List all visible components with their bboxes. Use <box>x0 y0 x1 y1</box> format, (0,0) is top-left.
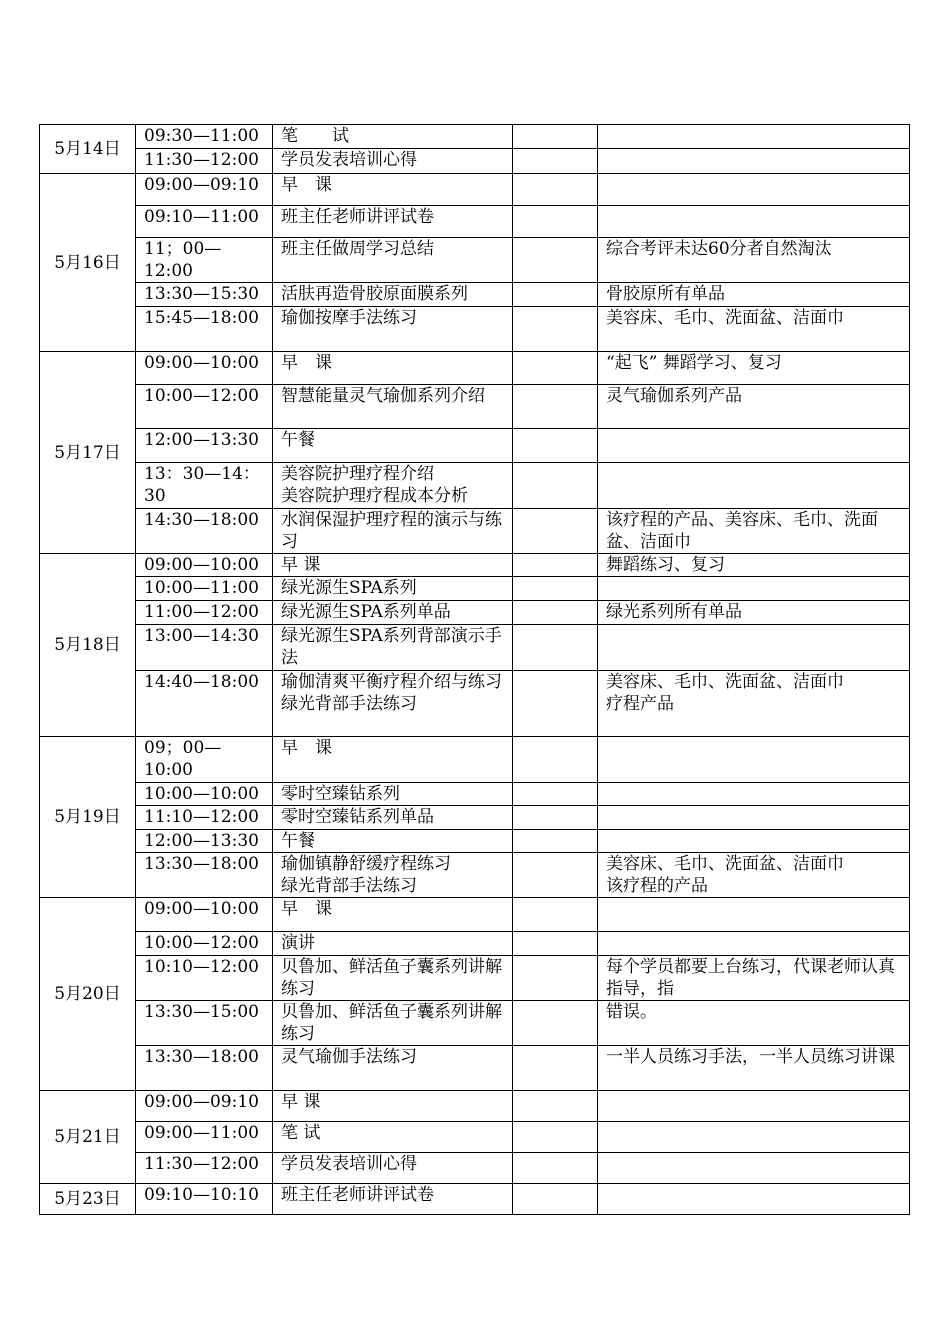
topic-cell: 智慧能量灵气瑜伽系列介绍 <box>273 385 513 429</box>
topic-cell: 早 课 <box>273 1091 513 1122</box>
note-cell <box>598 830 910 853</box>
topic-cell: 演讲 <box>273 932 513 956</box>
date-cell: 5月14日 <box>40 125 136 174</box>
schedule-row <box>40 671 910 737</box>
time-cell: 10:00—12:00 <box>136 385 273 429</box>
schedule-row <box>40 932 910 956</box>
note-cell <box>598 806 910 830</box>
time-cell: 15:45—18:00 <box>136 307 273 352</box>
schedule-row <box>40 463 910 509</box>
topic-cell: 瑜伽镇静舒缓疗程练习 绿光背部手法练习 <box>273 853 513 898</box>
topic-cell: 班主任老师讲评试卷 <box>273 206 513 238</box>
topic-cell: 绿光源生SPA系列背部演示手法 <box>273 625 513 671</box>
empty-cell <box>513 307 598 352</box>
note-cell: 绿光系列所有单品 <box>598 601 910 625</box>
empty-cell <box>513 385 598 429</box>
note-cell <box>598 898 910 932</box>
topic-cell: 早 课 <box>273 898 513 932</box>
schedule-row <box>40 429 910 463</box>
topic-cell: 班主任老师讲评试卷 <box>273 1184 513 1215</box>
time-cell: 11；00—12:00 <box>136 238 273 283</box>
topic-cell: 午餐 <box>273 830 513 853</box>
time-cell: 09:00—09:10 <box>136 1091 273 1122</box>
empty-cell <box>513 806 598 830</box>
empty-cell <box>513 238 598 283</box>
schedule-row <box>40 601 910 625</box>
note-cell: 错误。 <box>598 1001 910 1046</box>
topic-cell: 学员发表培训心得 <box>273 1153 513 1184</box>
time-cell: 13：30—14：30 <box>136 463 273 509</box>
time-cell: 11:30—12:00 <box>136 1153 273 1184</box>
empty-cell <box>513 283 598 307</box>
time-cell: 10:00—12:00 <box>136 932 273 956</box>
topic-cell: 早 课 <box>273 352 513 385</box>
schedule-row <box>40 125 910 149</box>
time-cell: 14:30—18:00 <box>136 509 273 554</box>
schedule-row <box>40 1153 910 1184</box>
schedule-row <box>40 283 910 307</box>
topic-cell: 瑜伽按摩手法练习 <box>273 307 513 352</box>
empty-cell <box>513 783 598 806</box>
topic-cell: 绿光源生SPA系列 <box>273 577 513 601</box>
time-cell: 09；00—10:00 <box>136 737 273 783</box>
time-cell: 09:00—10:00 <box>136 898 273 932</box>
time-cell: 13:00—14:30 <box>136 625 273 671</box>
date-cell: 5月18日 <box>40 554 136 737</box>
empty-cell <box>513 509 598 554</box>
topic-cell: 灵气瑜伽手法练习 <box>273 1046 513 1091</box>
schedule-row <box>40 307 910 352</box>
time-cell: 09:00—10:00 <box>136 352 273 385</box>
topic-cell: 美容院护理疗程介绍 美容院护理疗程成本分析 <box>273 463 513 509</box>
empty-cell <box>513 898 598 932</box>
empty-cell <box>513 853 598 898</box>
note-cell <box>598 932 910 956</box>
note-cell <box>598 625 910 671</box>
topic-cell: 学员发表培训心得 <box>273 149 513 174</box>
schedule-table <box>39 124 910 1215</box>
topic-cell: 笔 试 <box>273 1122 513 1153</box>
note-cell <box>598 737 910 783</box>
note-cell <box>598 174 910 206</box>
time-cell: 09:30—11:00 <box>136 125 273 149</box>
schedule-row <box>40 1046 910 1091</box>
empty-cell <box>513 625 598 671</box>
time-cell: 10:00—11:00 <box>136 577 273 601</box>
topic-cell: 零时空臻钻系列单品 <box>273 806 513 830</box>
topic-cell: 早 课 <box>273 174 513 206</box>
date-cell: 5月20日 <box>40 898 136 1091</box>
empty-cell <box>513 956 598 1001</box>
schedule-row <box>40 830 910 853</box>
empty-cell <box>513 174 598 206</box>
note-cell: 舞蹈练习、复习 <box>598 554 910 577</box>
time-cell: 11:30—12:00 <box>136 149 273 174</box>
empty-cell <box>513 671 598 737</box>
note-cell <box>598 206 910 238</box>
topic-cell: 午餐 <box>273 429 513 463</box>
empty-cell <box>513 352 598 385</box>
empty-cell <box>513 125 598 149</box>
date-cell: 5月16日 <box>40 174 136 352</box>
schedule-row <box>40 238 910 283</box>
topic-cell: 绿光源生SPA系列单品 <box>273 601 513 625</box>
schedule-row <box>40 956 910 1001</box>
empty-cell <box>513 737 598 783</box>
empty-cell <box>513 1091 598 1122</box>
time-cell: 13:30—18:00 <box>136 1046 273 1091</box>
empty-cell <box>513 1001 598 1046</box>
schedule-row <box>40 1122 910 1153</box>
date-cell: 5月19日 <box>40 737 136 898</box>
time-cell: 14:40—18:00 <box>136 671 273 737</box>
topic-cell: 水润保湿护理疗程的演示与练习 <box>273 509 513 554</box>
date-cell: 5月23日 <box>40 1184 136 1215</box>
note-cell <box>598 1122 910 1153</box>
schedule-row <box>40 737 910 783</box>
time-cell: 13:30—15:30 <box>136 283 273 307</box>
empty-cell <box>513 601 598 625</box>
time-cell: 09:00—11:00 <box>136 1122 273 1153</box>
time-cell: 12:00—13:30 <box>136 429 273 463</box>
time-cell: 09:10—11:00 <box>136 206 273 238</box>
empty-cell <box>513 830 598 853</box>
note-cell: 灵气瑜伽系列产品 <box>598 385 910 429</box>
time-cell: 13:30—18:00 <box>136 853 273 898</box>
time-cell: 11:00—12:00 <box>136 601 273 625</box>
time-cell: 09:00—10:00 <box>136 554 273 577</box>
empty-cell <box>513 932 598 956</box>
note-cell <box>598 1184 910 1215</box>
topic-cell: 贝鲁加、鲜活鱼子囊系列讲解练习 <box>273 956 513 1001</box>
schedule-row <box>40 1001 910 1046</box>
time-cell: 09:10—10:10 <box>136 1184 273 1215</box>
schedule-row <box>40 783 910 806</box>
schedule-row <box>40 352 910 385</box>
empty-cell <box>513 149 598 174</box>
note-cell <box>598 429 910 463</box>
date-cell: 5月21日 <box>40 1091 136 1184</box>
schedule-row <box>40 806 910 830</box>
schedule-row <box>40 1184 910 1215</box>
note-cell <box>598 1153 910 1184</box>
time-cell: 13:30—15:00 <box>136 1001 273 1046</box>
schedule-row <box>40 898 910 932</box>
topic-cell: 班主任做周学习总结 <box>273 238 513 283</box>
empty-cell <box>513 206 598 238</box>
empty-cell <box>513 1046 598 1091</box>
topic-cell: 零时空臻钻系列 <box>273 783 513 806</box>
time-cell: 10:00—10:00 <box>136 783 273 806</box>
schedule-row <box>40 577 910 601</box>
schedule-row <box>40 853 910 898</box>
time-cell: 11:10—12:00 <box>136 806 273 830</box>
note-cell: 每个学员都要上台练习，代课老师认真指导，指 <box>598 956 910 1001</box>
empty-cell <box>513 1153 598 1184</box>
time-cell: 10:10—12:00 <box>136 956 273 1001</box>
note-cell <box>598 463 910 509</box>
topic-cell: 笔 试 <box>273 125 513 149</box>
schedule-row <box>40 1091 910 1122</box>
note-cell: “起飞” 舞蹈学习、复习 <box>598 352 910 385</box>
empty-cell <box>513 429 598 463</box>
note-cell <box>598 125 910 149</box>
topic-cell: 早 课 <box>273 737 513 783</box>
schedule-row <box>40 509 910 554</box>
note-cell: 美容床、毛巾、洗面盆、洁面巾 该疗程的产品 <box>598 853 910 898</box>
note-cell: 美容床、毛巾、洗面盆、洁面巾 <box>598 307 910 352</box>
time-cell: 12:00—13:30 <box>136 830 273 853</box>
date-cell: 5月17日 <box>40 352 136 554</box>
schedule-row <box>40 206 910 238</box>
note-cell: 骨胶原所有单品 <box>598 283 910 307</box>
note-cell <box>598 1091 910 1122</box>
empty-cell <box>513 463 598 509</box>
note-cell: 综合考评未达60分者自然淘汰 <box>598 238 910 283</box>
empty-cell <box>513 554 598 577</box>
time-cell: 09:00—09:10 <box>136 174 273 206</box>
empty-cell <box>513 577 598 601</box>
topic-cell: 瑜伽清爽平衡疗程介绍与练习 绿光背部手法练习 <box>273 671 513 737</box>
note-cell: 一半人员练习手法，一半人员练习讲课 <box>598 1046 910 1091</box>
note-cell: 美容床、毛巾、洗面盆、洁面巾 疗程产品 <box>598 671 910 737</box>
schedule-row <box>40 149 910 174</box>
topic-cell: 早 课 <box>273 554 513 577</box>
topic-cell: 贝鲁加、鲜活鱼子囊系列讲解练习 <box>273 1001 513 1046</box>
note-cell <box>598 149 910 174</box>
empty-cell <box>513 1122 598 1153</box>
topic-cell: 活肤再造骨胶原面膜系列 <box>273 283 513 307</box>
schedule-row <box>40 385 910 429</box>
note-cell <box>598 783 910 806</box>
schedule-row <box>40 625 910 671</box>
note-cell: 该疗程的产品、美容床、毛巾、洗面盆、洁面巾 <box>598 509 910 554</box>
empty-cell <box>513 1184 598 1215</box>
schedule-row <box>40 554 910 577</box>
schedule-row <box>40 174 910 206</box>
note-cell <box>598 577 910 601</box>
